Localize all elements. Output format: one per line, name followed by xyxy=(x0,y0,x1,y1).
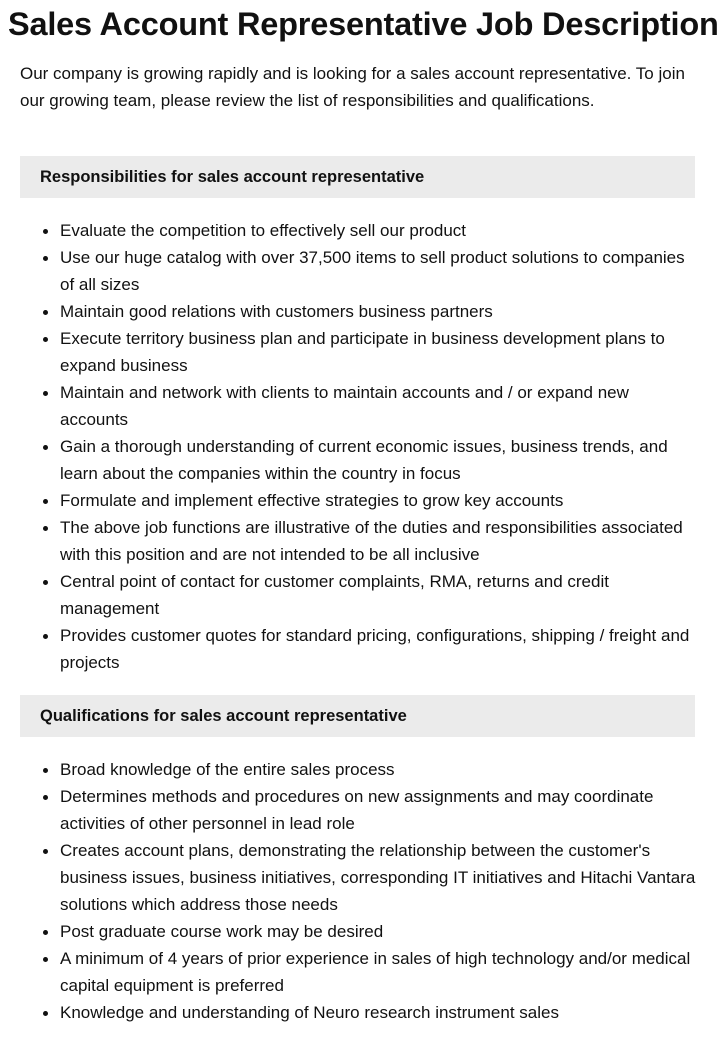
list-item: Broad knowledge of the entire sales process xyxy=(60,756,700,783)
list-item: The above job functions are illustrative of the duties and responsibilities associated with this position and are not intended to be all inclusive xyxy=(60,514,700,568)
list-item: Evaluate the competition to effectively sell our product xyxy=(60,217,700,244)
qualifications-heading: Qualifications for sales account representative xyxy=(20,695,695,737)
qualifications-list xyxy=(20,756,700,1026)
intro-paragraph: Our company is growing rapidly and is looking for a sales account representative. To join our growing team, please review the list of responsibilities and qualifications. xyxy=(20,64,685,110)
list-item: Central point of contact for customer complaints, RMA, returns and credit management xyxy=(60,568,700,622)
list-item: Provides customer quotes for standard pricing, configurations, shipping / freight and projects xyxy=(60,622,700,676)
list-item: Formulate and implement effective strategies to grow key accounts xyxy=(60,487,700,514)
list-item: Creates account plans, demonstrating the relationship between the customer's business issues, business initiatives, corresponding IT initiatives and Hitachi Vantara solutions which address those needs xyxy=(60,837,700,918)
list-item: Knowledge and understanding of Neuro research instrument sales xyxy=(60,999,700,1026)
list-item: Maintain good relations with customers business partners xyxy=(60,298,700,325)
list-item: Determines methods and procedures on new assignments and may coordinate activities of other personnel in lead role xyxy=(60,783,700,837)
list-item: A minimum of 4 years of prior experience in sales of high technology and/or medical capital equipment is preferred xyxy=(60,945,700,999)
list-item: Maintain and network with clients to maintain accounts and / or expand new accounts xyxy=(60,379,700,433)
list-item: Post graduate course work may be desired xyxy=(60,918,700,945)
responsibilities-list xyxy=(20,217,700,676)
list-item: Execute territory business plan and participate in business development plans to expand business xyxy=(60,325,700,379)
list-item: Use our huge catalog with over 37,500 items to sell product solutions to companies of all sizes xyxy=(60,244,700,298)
list-item: Gain a thorough understanding of current economic issues, business trends, and learn about the companies within the country in focus xyxy=(60,433,700,487)
responsibilities-heading: Responsibilities for sales account representative xyxy=(20,156,695,198)
page-title: Sales Account Representative Job Description xyxy=(8,6,719,42)
